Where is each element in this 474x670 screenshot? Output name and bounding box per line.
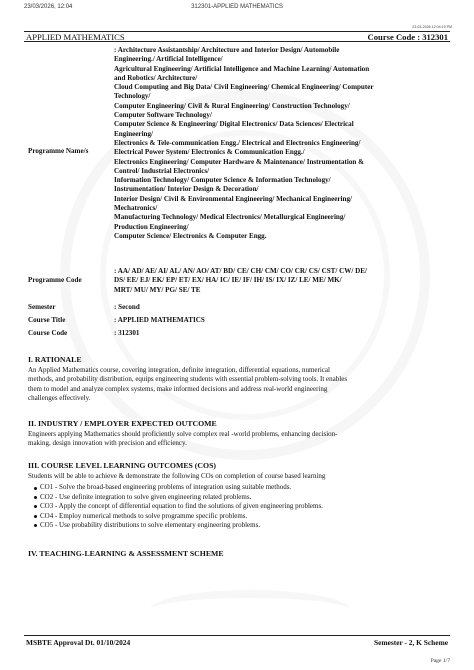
list-item <box>28 521 448 530</box>
programme-names-line: Engineering/ <box>114 129 154 138</box>
programme-code-row <box>28 267 448 303</box>
course-outcomes-intro-line: Students will be able to achieve & demonstrate the following COs on completion of course based learning <box>28 472 326 480</box>
course-code-value: : 312301 <box>114 329 140 337</box>
teaching-section <box>28 549 448 559</box>
course-code-label: Course Code <box>28 329 68 337</box>
list-item <box>28 512 448 521</box>
programme-names-row <box>28 45 448 241</box>
course-outcomes-intro <box>28 472 448 481</box>
course-title-label: Course Title <box>28 316 66 324</box>
rationale-line: An Applied Mathematics course, covering integration, definite integration, differential equations, numerical <box>28 366 330 374</box>
list-item <box>28 483 448 492</box>
course-info-table <box>28 45 448 342</box>
semester-label: Semester <box>28 303 56 311</box>
programme-names-value <box>114 45 448 241</box>
watermark-arc <box>150 590 350 630</box>
semester-row <box>28 303 448 316</box>
bullet-icon <box>34 487 37 490</box>
programme-code-label: Programme Code <box>28 276 82 284</box>
industry-section <box>28 419 448 449</box>
programme-names-label: Programme Name/s <box>28 147 89 155</box>
programme-names-line: Instrumentation/ Interior Design & Decoration/ <box>114 185 259 194</box>
course-title-value: : APPLIED MATHEMATICS <box>114 316 205 324</box>
list-item <box>28 502 448 511</box>
course-name-heading: APPLIED MATHEMATICS <box>26 32 125 42</box>
programme-names-line: Electronics & Tele-communication Engg./ Electrical and Electronics Engineering/ <box>114 138 361 147</box>
programme-names-line: Information Technology/ Computer Science & Information Technology/ <box>114 176 331 185</box>
programme-names-line: Computer Science & Engineering/ Digital Electronics/ Data Sciences/ Electrical <box>114 120 354 129</box>
rationale-section <box>28 355 448 404</box>
programme-names-line: Computer Science/ Electronics & Computer Engg. <box>114 231 267 240</box>
industry-line: making, design innovation with precision and efficiency. <box>28 439 187 448</box>
co-text: CO3 - Apply the concept of differential equation to find the solutions of given engineering problems. <box>40 502 323 511</box>
industry-line: Engineers applying Mathematics should proficiently solve complex real -world problems, enhancing decision- <box>28 430 338 438</box>
programme-names-line: Technology/ <box>114 92 151 101</box>
bullet-icon <box>34 505 37 508</box>
programme-code-value <box>114 267 448 295</box>
bullet-icon <box>34 524 37 527</box>
course-title-bar <box>24 31 450 42</box>
programme-names-line: Electrical Power System/ Electronics & Communication Engg./ <box>114 148 305 157</box>
programme-code-line: DS/ EE/ EJ/ EK/ EP/ ET/ EX/ HA/ IC/ IE/ IF/ IH/ IS/ IX/ IZ/ LE/ ME/ MK/ <box>114 276 342 285</box>
print-header <box>0 4 474 14</box>
co-text: CO4 - Employ numerical methods to solve programme specific problems. <box>40 511 248 520</box>
course-code-row <box>28 329 448 342</box>
rationale-line: methods, and probability distribution, equips engineering students with essential problem-solving tools. It enables <box>28 375 348 384</box>
programme-names-line: Computer Software Technology/ <box>114 111 212 120</box>
rationale-heading: I. RATIONALE <box>28 355 82 364</box>
course-outcomes-list <box>28 483 448 530</box>
rationale-text <box>28 366 448 404</box>
industry-heading: II. INDUSTRY / EMPLOYER EXPECTED OUTCOME <box>28 419 217 428</box>
programme-names-line: Production Engineering/ <box>114 222 189 231</box>
generated-timestamp: 23-03-2026 12:04:19 PM <box>412 25 452 29</box>
rationale-line: challenges effectively. <box>28 394 91 403</box>
rationale-line: them to model and analyze complex systems, make informed decisions and address real-world engineering <box>28 384 328 393</box>
list-item <box>28 493 448 502</box>
programme-names-line: Agricultural Engineering/ Artificial Intelligence and Machine Learning/ Automation <box>114 64 370 73</box>
semester-value: : Second <box>114 303 140 311</box>
industry-text <box>28 430 448 449</box>
programme-names-line: Mechatronics/ <box>114 204 158 213</box>
programme-names-line: Manufacturing Technology/ Medical Electronics/ Metallurgical Engineering/ <box>114 213 346 222</box>
co-text: CO5 - Use probability distributions to solve elementary engineering problems. <box>40 521 261 530</box>
print-doc-title: 312301-APPLIED MATHEMATICS <box>191 4 283 10</box>
programme-names-line: Control/ Industrial Electronics/ <box>114 166 210 175</box>
programme-names-line: : Architecture Assistantship/ Architecture and Interior Design/ Automobile <box>114 46 340 54</box>
course-code-heading: Course Code : 312301 <box>367 32 448 42</box>
programme-names-line: Electronics Engineering/ Computer Hardware & Maintenance/ Instrumentation & <box>114 157 365 166</box>
programme-names-line: Engineering./ Artificial Intelligence/ <box>114 55 223 64</box>
course-outcomes-section <box>28 461 448 530</box>
co-text: CO2 - Use definite integration to solve given engineering related problems. <box>40 492 252 501</box>
co-text: CO1 - Solve the broad-based engineering problems of integration using suitable methods. <box>40 483 292 492</box>
course-outcomes-heading: III. COURSE LEVEL LEARNING OUTCOMES (COS) <box>28 461 217 470</box>
programme-names-line: and Robotics/ Architecture/ <box>114 73 198 82</box>
page-number: Page 1/7 <box>430 658 450 664</box>
page-footer <box>24 635 450 647</box>
teaching-heading: IV. TEACHING-LEARNING & ASSESSMENT SCHEME <box>28 549 224 558</box>
bullet-icon <box>34 515 37 518</box>
programme-code-line: MRT/ MU/ MY/ PG/ SE/ TE <box>114 285 201 294</box>
print-datetime: 23/03/2026, 12:04 <box>24 4 73 10</box>
bullet-icon <box>34 496 37 499</box>
course-title-row <box>28 316 448 329</box>
programme-names-line: Cloud Computing and Big Data/ Civil Engineering/ Chemical Engineering/ Computer <box>114 83 374 92</box>
programme-names-line: Computer Engineering/ Civil & Rural Engineering/ Construction Technology/ <box>114 101 350 110</box>
scheme-label: Semester - 2, K Scheme <box>374 638 448 647</box>
programme-code-line: : AA/ AD/ AE/ AI/ AL/ AN/ AO/ AT/ BD/ CE/ CH/ CM/ CO/ CR/ CS/ CST/ CW/ DE/ <box>114 267 367 275</box>
programme-names-line: Interior Design/ Civil & Environmental Engineering/ Mechanical Engineering/ <box>114 194 352 203</box>
approval-date: MSBTE Approval Dt. 01/10/2024 <box>26 638 131 647</box>
